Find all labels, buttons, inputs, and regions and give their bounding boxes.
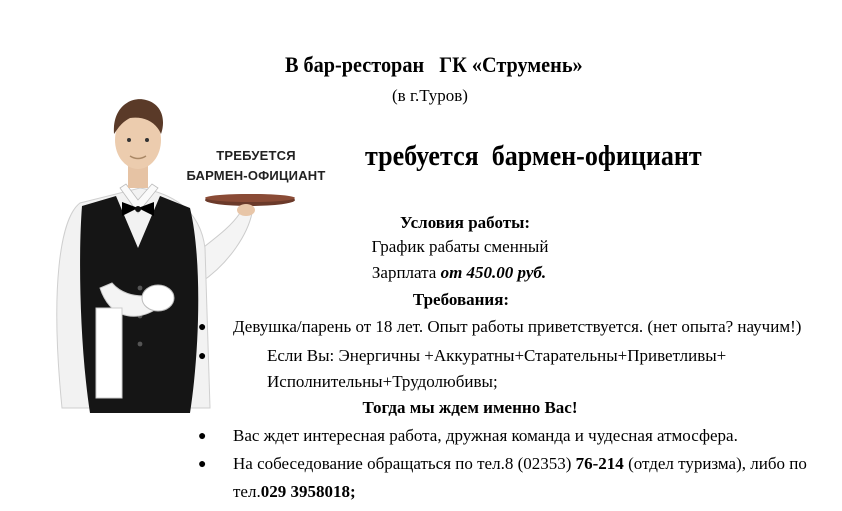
glove-icon xyxy=(142,285,174,311)
requirement-age: Девушка/парень от 18 лет. Опыт работы приветствуется. (нет опыта? научим!) xyxy=(233,317,802,336)
waiter-illustration xyxy=(40,88,340,418)
header-location: (в г.Туров) xyxy=(392,86,468,105)
conditions-heading: Условия работы: xyxy=(399,213,530,232)
contact-prefix: На собеседование обращаться по тел.8 (02353) xyxy=(233,454,576,473)
bullet-icon: ● xyxy=(198,349,207,364)
requirements-heading: Требования: xyxy=(412,290,510,309)
salary-value: от 450.00 руб. xyxy=(440,263,547,282)
promo-line1: ТРЕБУЕТСЯ xyxy=(216,148,296,163)
conditions-schedule: График рабаты сменный xyxy=(371,237,549,256)
contact-line2 xyxy=(233,482,356,502)
requirement-qualities-line2: Исполнительны+Трудолюбивы; xyxy=(267,372,498,391)
bullet-icon: ● xyxy=(198,457,207,472)
header-title: В бар-ресторан ГК «Струмень» xyxy=(285,52,583,77)
promo-label xyxy=(172,146,340,192)
contact-middle: (отдел туризма), либо по xyxy=(623,454,807,473)
salary-label: Зарплата xyxy=(371,263,441,282)
contact-phone-1[interactable]: 76-214 xyxy=(575,454,624,473)
requirement-qualities-line1: Если Вы: Энергичны +Аккуратны+Старательны+Приветливы+ xyxy=(267,346,727,365)
offer-text: Вас ждет интересная работа, дружная команда и чудесная атмосфера. xyxy=(233,426,738,445)
bullet-icon: ● xyxy=(198,429,207,444)
contact-line1 xyxy=(233,454,807,474)
call-to-action: Тогда мы ждем именно Вас! xyxy=(362,398,578,417)
contact-line2-prefix: тел. xyxy=(233,482,261,501)
promo-line2: БАРМЕН-ОФИЦИАНТ xyxy=(186,168,326,183)
towel-icon xyxy=(96,308,122,398)
conditions-salary xyxy=(309,263,609,283)
contact-phone-2[interactable]: 029 3958018; xyxy=(260,482,356,501)
job-headline: требуется бармен-официант xyxy=(365,141,702,172)
bullet-icon: ● xyxy=(198,320,207,335)
